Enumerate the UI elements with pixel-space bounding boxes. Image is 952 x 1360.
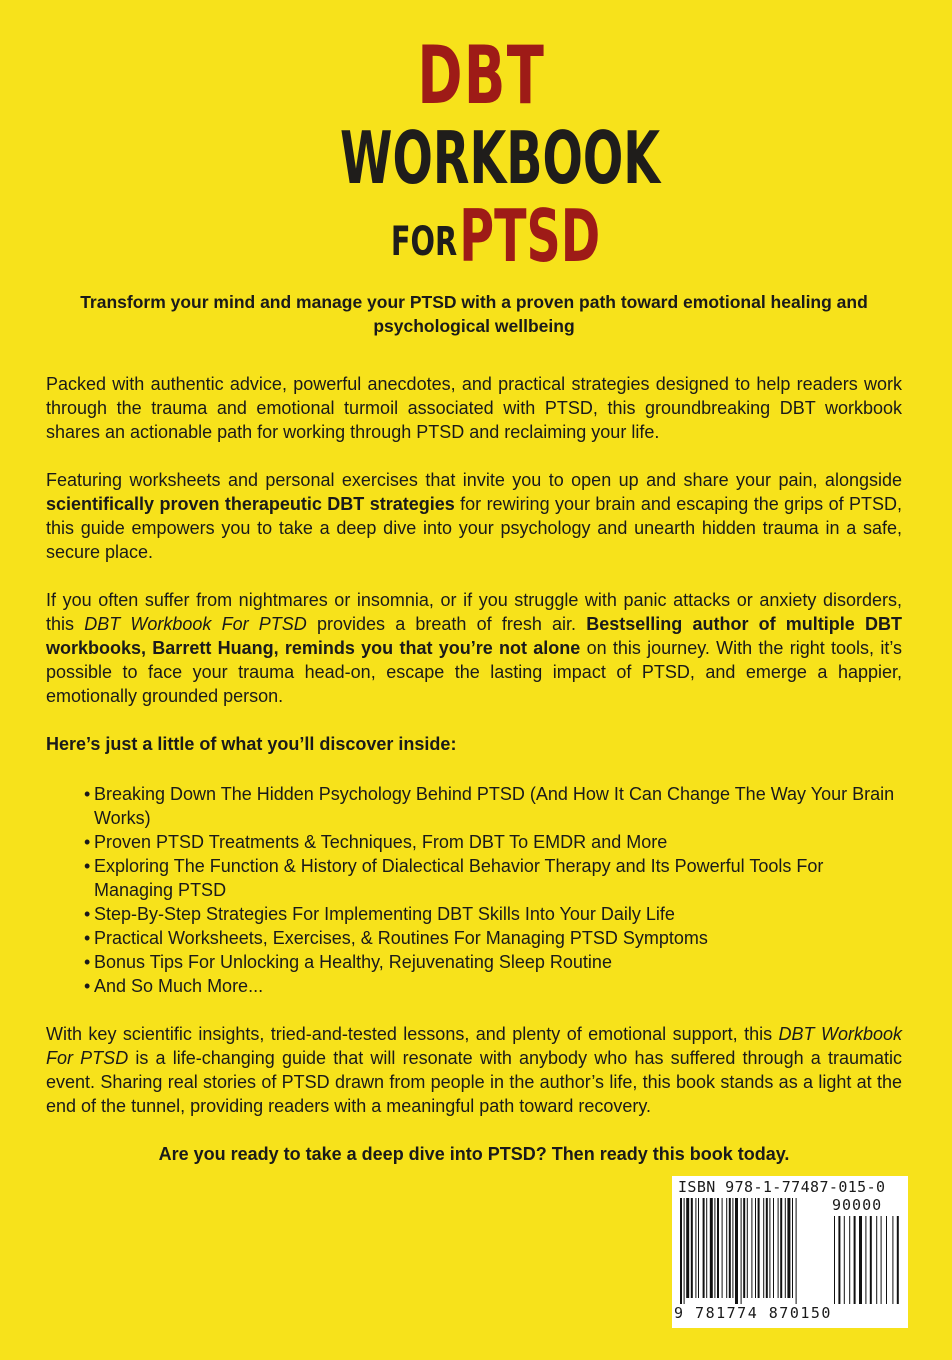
title-workbook: WORKBOOK xyxy=(340,116,661,200)
barcode-bar xyxy=(766,1198,768,1298)
barcode-bar xyxy=(769,1198,770,1298)
barcode-bar xyxy=(722,1198,723,1298)
feature-item: • Step-By-Step Strategies For Implementing DBT Skills Into Your Daily Life xyxy=(84,902,902,926)
feature-item: • Proven PTSD Treatments & Techniques, From DBT To EMDR and More xyxy=(84,830,902,854)
barcode-bars xyxy=(678,1198,904,1308)
title-dbt: DBT xyxy=(417,29,546,122)
barcode-bar xyxy=(703,1198,705,1298)
addon-bar xyxy=(859,1216,862,1306)
addon-bar xyxy=(870,1216,872,1306)
closing-call-to-action: Are you ready to take a deep dive into PTSD? Then ready this book today. xyxy=(158,1144,790,1164)
p4-text-before: With key scientific insights, tried-and-tested lessons, and plenty of emotional support, this xyxy=(46,1024,779,1044)
barcode-bar xyxy=(691,1198,693,1298)
title-ptsd: PTSD xyxy=(459,194,601,278)
barcode-bar xyxy=(732,1198,733,1298)
feature-list xyxy=(46,782,902,998)
barcode-bar xyxy=(735,1198,738,1306)
barcode-bar xyxy=(698,1198,699,1298)
barcode-bar xyxy=(714,1198,715,1298)
barcode-bar xyxy=(710,1198,713,1298)
barcode-bar xyxy=(686,1198,689,1298)
p3-text-before: If you often suffer from nightmares or insomnia, or if you struggle with panic attacks or anxiety disorders, this xyxy=(46,590,902,634)
p4-book-title: DBT Workbook For PTSD xyxy=(46,1024,902,1068)
paragraph-author xyxy=(46,588,902,708)
barcode-bar xyxy=(758,1198,760,1298)
addon-bar xyxy=(892,1216,893,1306)
paragraph-intro: Packed with authentic advice, powerful anecdotes, and practical strategies designed to help readers work through the trauma and emotional turmoil associated with PTSD, this groundbreaking DBT workbook shares an actionable path for working through PTSD and reclaiming your life. xyxy=(46,374,902,442)
p3-text-middle: provides a breath of fresh air. xyxy=(306,614,587,634)
back-cover-copy xyxy=(46,290,902,1166)
p3-book-title: DBT Workbook For PTSD xyxy=(84,614,307,634)
feature-item: • Bonus Tips For Unlocking a Healthy, Rejuvenating Sleep Routine xyxy=(84,950,902,974)
barcode-bar xyxy=(755,1198,756,1298)
barcode-bar xyxy=(785,1198,786,1298)
barcode-bar xyxy=(706,1198,707,1298)
barcode-bar xyxy=(695,1198,696,1298)
paragraph-closing xyxy=(46,1022,902,1118)
feature-item: • Breaking Down The Hidden Psychology Behind PTSD (And How It Can Change The Way Your Brain Works) xyxy=(84,782,902,830)
addon-bar xyxy=(838,1216,840,1306)
barcode-bar xyxy=(780,1198,782,1298)
addon-bar xyxy=(849,1216,850,1306)
feature-item: • Practical Worksheets, Exercises, & Routines For Managing PTSD Symptoms xyxy=(84,926,902,950)
addon-bar xyxy=(876,1216,877,1306)
tagline: Transform your mind and manage your PTSD with a proven path toward emotional healing and psychological wellbeing xyxy=(80,292,868,336)
barcode-bar xyxy=(763,1198,764,1298)
barcode-bar xyxy=(778,1198,779,1298)
barcode-bar xyxy=(747,1198,748,1298)
paragraph-features-overview xyxy=(46,468,902,564)
barcode-bar xyxy=(743,1198,745,1298)
feature-item: • And So Much More... xyxy=(84,974,902,998)
addon-bar xyxy=(844,1216,845,1306)
barcode-bar xyxy=(726,1198,727,1298)
barcode-bar xyxy=(787,1198,790,1298)
addon-bar xyxy=(881,1216,882,1306)
addon-bar xyxy=(854,1216,856,1306)
ean-digits: 9 781774 870150 xyxy=(674,1304,904,1322)
barcode-bar xyxy=(680,1198,682,1306)
barcode-bar xyxy=(741,1198,742,1306)
discover-heading: Here’s just a little of what you’ll discover inside: xyxy=(46,734,457,754)
p4-text-after: is a life-changing guide that will resonate with anybody who has suffered through a traumatic event. Sharing real stories of PTSD drawn from people in the author’s life, this book stands as a light at the end of the tunnel, providing readers with a meaningful path toward recovery. xyxy=(46,1048,902,1116)
barcode-bar xyxy=(729,1198,731,1298)
p2-text-before: Featuring worksheets and personal exercises that invite you to open up and share your pain, alongside xyxy=(46,470,902,490)
p3-bold: Bestselling author of multiple DBT workbooks, Barrett Huang, reminds you that you’re not alone xyxy=(46,614,902,658)
barcode-bar xyxy=(684,1198,685,1306)
p2-text-after: for rewiring your brain and escaping the grips of PTSD, this guide empowers you to take a deep dive into your psychology and unearth hidden trauma in a safe, secure place. xyxy=(46,494,902,562)
addon-bar xyxy=(865,1216,866,1306)
addon-bar xyxy=(834,1216,835,1306)
feature-item: • Exploring The Function & History of Dialectical Behavior Therapy and Its Powerful Tools For Managing PTSD xyxy=(84,854,902,902)
barcode-bar xyxy=(717,1198,719,1298)
barcode-bar xyxy=(796,1198,797,1306)
addon-bar xyxy=(897,1216,899,1306)
price-code: 90000 xyxy=(832,1196,883,1214)
isbn-label: ISBN 978-1-77487-015-0 xyxy=(678,1178,886,1196)
barcode-bar xyxy=(751,1198,752,1298)
barcode-bar xyxy=(773,1198,774,1298)
p2-bold: scientifically proven therapeutic DBT strategies xyxy=(46,494,455,514)
addon-bar xyxy=(886,1216,887,1306)
p3-text-after: on this journey. With the right tools, it’s possible to face your trauma head-on, escape the lasting impact of PTSD, and emerge a happier, emotionally grounded person. xyxy=(46,638,902,706)
barcode-bar xyxy=(792,1198,793,1298)
isbn-barcode xyxy=(672,1176,908,1328)
title-for: FOR xyxy=(390,219,458,265)
